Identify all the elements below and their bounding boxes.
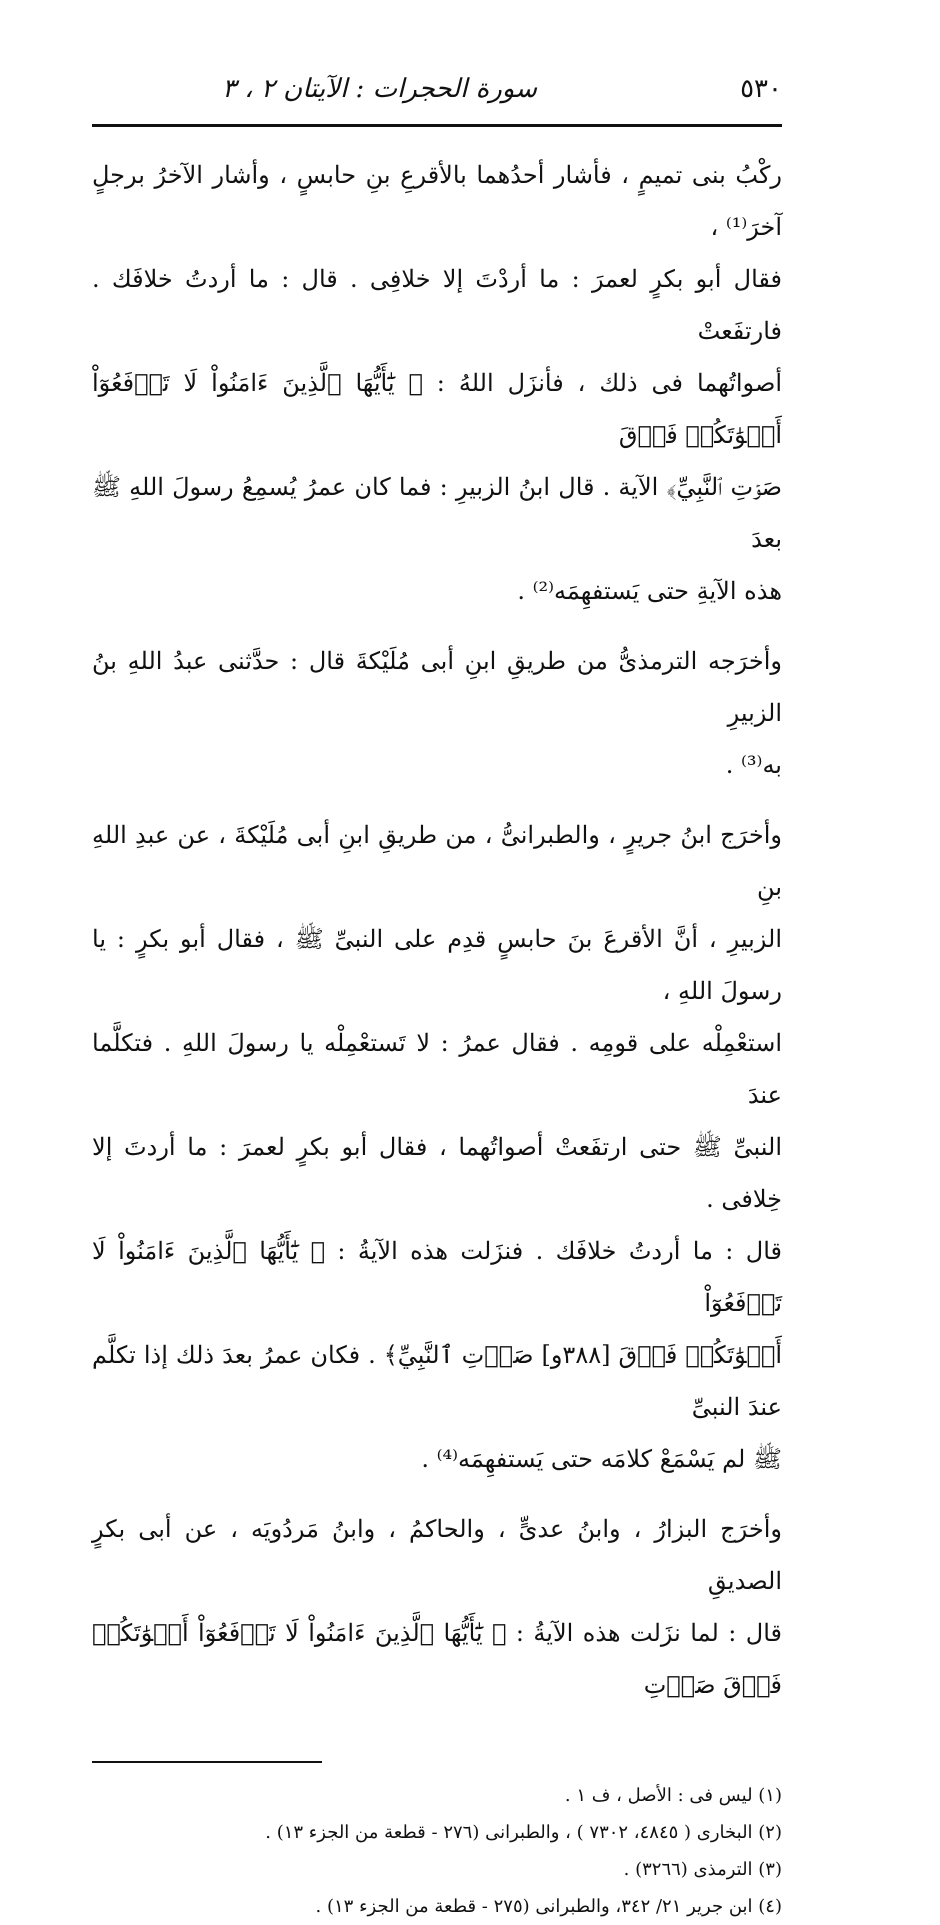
footnote: (١) ليس فى : الأصل ، ف ١ . bbox=[564, 1785, 782, 1806]
running-header bbox=[92, 70, 782, 116]
footnotes bbox=[92, 1777, 782, 1925]
header-divider bbox=[92, 124, 782, 127]
footnotes-divider bbox=[92, 1761, 322, 1763]
chapter-title: سورة الحجرات : الآيتان ٢ ، ٣ bbox=[222, 74, 537, 104]
paragraph: وأخرَجه الترمذىُّ من طريقِ ابنِ أبى مُلَيْكةَ قال : حدَّثنى عبدُ اللهِ بنُ الزبيرِ به⁽³⁾ . bbox=[92, 647, 782, 779]
book-page bbox=[92, 70, 782, 1925]
paragraph: وأخرَج ابنُ جريرٍ ، والطبرانىُّ ، من طريقِ ابنِ أبى مُلَيْكةَ ، عن عبدِ اللهِ بنِ الزبيرِ ، أنَّ الأقرعَ بنَ حابسٍ قدِم على النبىِّ ﷺ ، فقال أبو بكرٍ : يا رسولَ اللهِ ، استعْمِلْه على قومِه . فقال عمرُ : لا تَستعْمِلْه يا رسولَ اللهِ . فتكلَّما عندَ النبىِّ ﷺ حتى ارتفَعتْ أصواتُهما ، فقال أبو بكرٍ لعمرَ : ما أردتَ إلا خِلافى . قال : ما أردتُ خلافَك . فنزَلت هذه الآيةُ : ﴿ يَٰٓأَيُّهَا ٱلَّذِينَ ءَامَنُواْ لَا تَرۡفَعُوٓاْ أَصۡوَٰتَكُمۡ فَوۡقَ [٣٨٨و] صَوۡتِ ٱلنَّبِيِّ﴾ . فكان عمرُ بعدَ ذلك إذا تكلَّم عندَ النبىِّ ﷺ لم يَسْمَعْ كلامَه حتى يَستفهِمَه⁽⁴⁾ . bbox=[92, 821, 783, 1473]
footnote: (٢) البخارى ( ٤٨٤٥، ٧٣٠٢ ) ، والطبرانى (٢٧٦ - قطعة من الجزء ١٣) . bbox=[265, 1822, 782, 1843]
paragraph: وأخرَج البزارُ ، وابنُ عدىٍّ ، والحاكمُ ، وابنُ مَردُويَه ، عن أبى بكرٍ الصديقِ قال : لما نزَلت هذه الآيةُ : ﴿ يَٰٓأَيُّهَا ٱلَّذِينَ ءَامَنُواْ لَا تَرۡفَعُوٓاْ أَصۡوَٰتَكُمۡ فَوۡقَ صَوۡتِ bbox=[92, 1515, 783, 1699]
page-number: ٥٣٠ bbox=[740, 74, 782, 104]
footnote: (٤) ابن جرير ٢١/ ٣٤٢، والطبرانى (٢٧٥ - قطعة من الجزء ١٣) . bbox=[315, 1896, 782, 1917]
footnote: (٣) الترمذى (٣٢٦٦) . bbox=[623, 1859, 782, 1880]
footnotes-divider-wrap bbox=[92, 1729, 782, 1777]
paragraph: ركْبُ بنى تميمٍ ، فأشار أحدُهما بالأقرعِ بنِ حابسٍ ، وأشار الآخرُ برجلٍ آخرَ⁽¹⁾ ، فقال أبو بكرٍ لعمرَ : ما أردْتَ إلا خلافِى . قال : ما أردتُ خلافَك . فارتفَعتْ أصواتُهما فى ذلك ، فأنزَل اللهُ : ﴿ يَٰٓأَيُّهَا ٱلَّذِينَ ءَامَنُواْ لَا تَرۡفَعُوٓاْ أَصۡوَٰتَكُمۡ فَوۡقَ صَوۡتِ ٱلنَّبِيِّ﴾ الآية . قال ابنُ الزبيرِ : فما كان عمرُ يُسمِعُ رسولَ اللهِ ﷺ بعدَ هذه الآيةِ حتى يَستفهِمَه⁽²⁾ . bbox=[92, 161, 782, 605]
